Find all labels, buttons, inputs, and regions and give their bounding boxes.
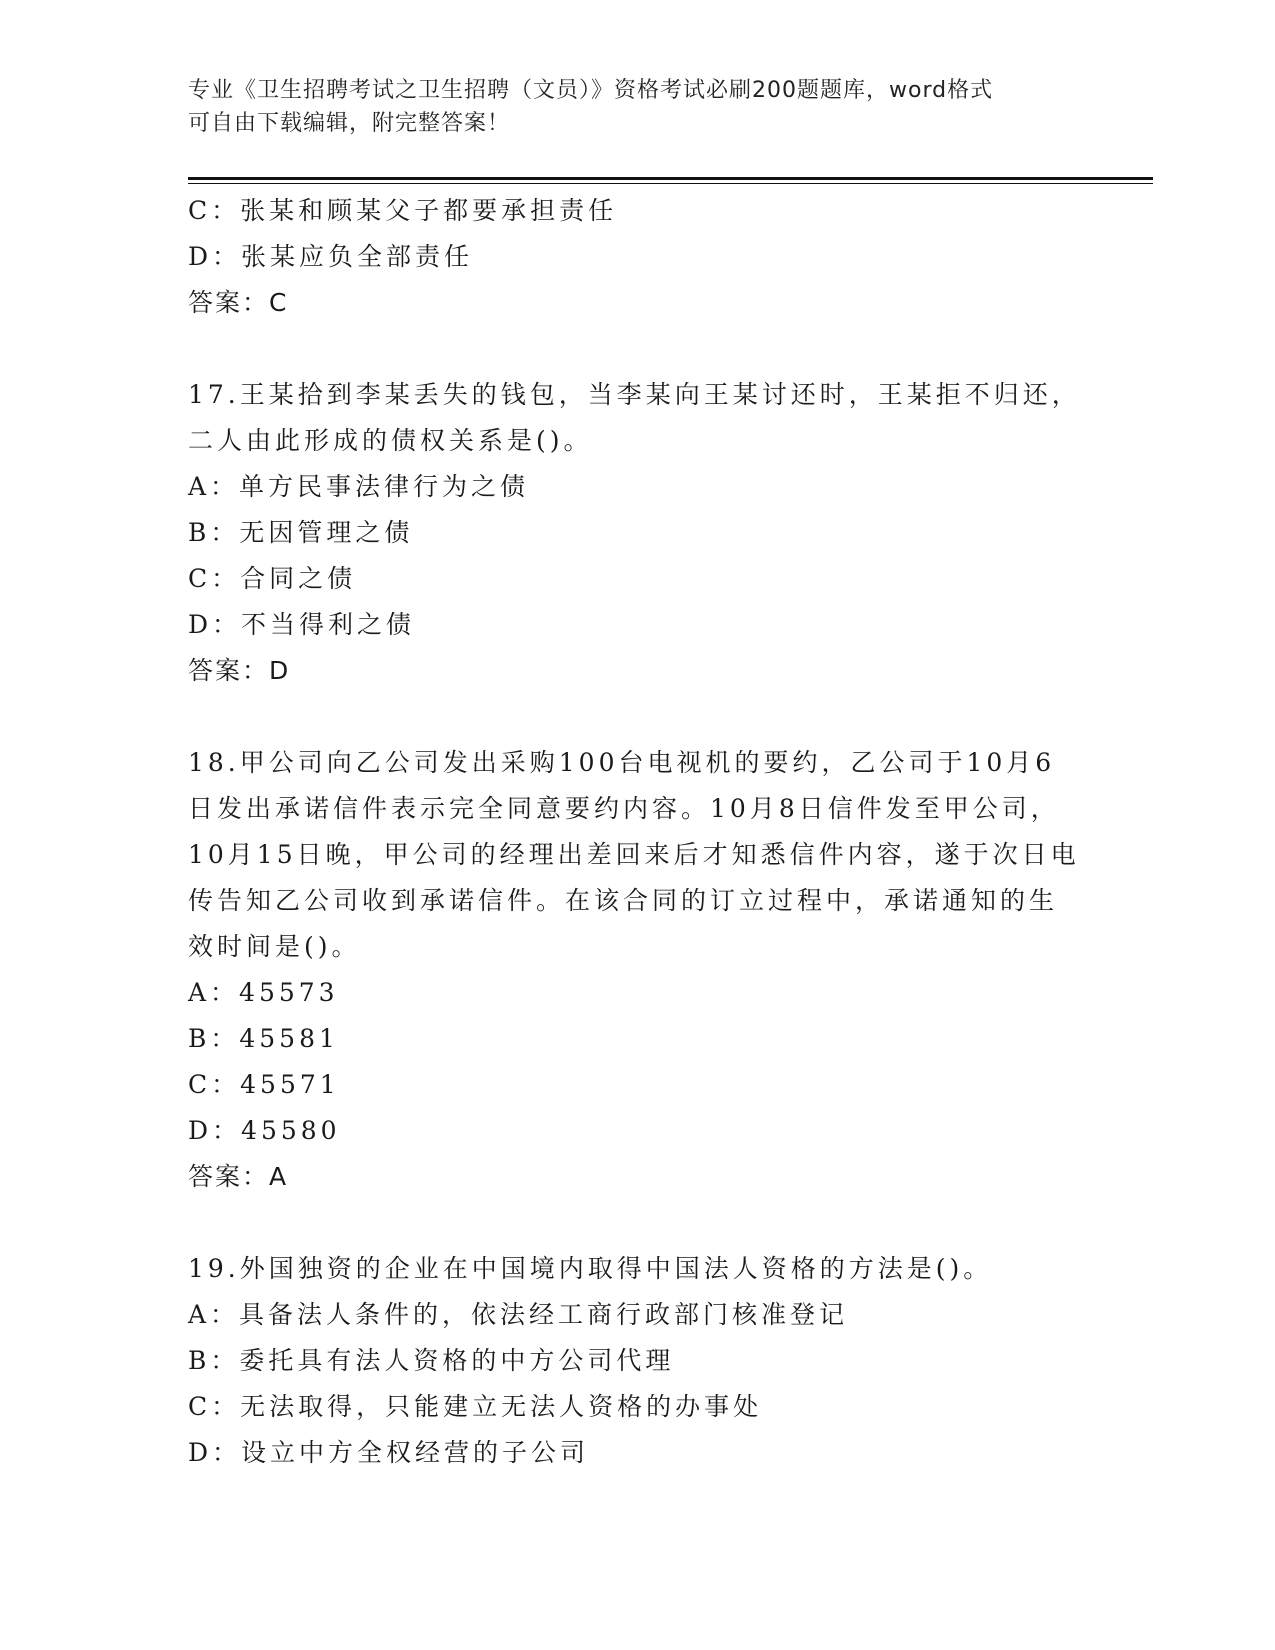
question-stem: 日发出承诺信件表示完全同意要约内容。10月8日信件发至甲公司， — [188, 794, 1060, 823]
question-stem: 传告知乙公司收到承诺信件。在该合同的订立过程中，承诺通知的生 — [188, 886, 1059, 915]
question-stem: 19.外国独资的企业在中国境内取得中国法人资格的方法是()。 — [188, 1254, 993, 1283]
question-19 — [188, 1246, 1088, 1476]
spacer — [188, 326, 1088, 372]
question-18 — [188, 740, 1088, 1200]
spacer — [188, 1200, 1088, 1246]
header-divider-thin — [188, 183, 1153, 184]
option-d: D：张某应负全部责任 — [188, 242, 474, 271]
option-b: B：无因管理之债 — [188, 518, 414, 547]
option-a: A：具备法人条件的，依法经工商行政部门核准登记 — [188, 1300, 849, 1329]
question-16-tail — [188, 188, 1088, 326]
question-list — [188, 188, 1088, 1476]
answer-line: 答案：D — [188, 656, 291, 685]
option-c: C：45571 — [188, 1070, 340, 1099]
option-b: B：45581 — [188, 1024, 339, 1053]
option-c: C：张某和顾某父子都要承担责任 — [188, 196, 618, 225]
option-a: A：单方民事法律行为之债 — [188, 472, 530, 501]
header-line-2: 可自由下载编辑，附完整答案！ — [188, 111, 511, 136]
question-stem: 18.甲公司向乙公司发出采购100台电视机的要约，乙公司于10月6 — [188, 748, 1056, 777]
option-d: D：45580 — [188, 1116, 341, 1145]
option-b: B：委托具有法人资格的中方公司代理 — [188, 1346, 675, 1375]
answer-line: 答案：C — [188, 288, 289, 317]
question-stem: 10月15日晚，甲公司的经理出差回来后才知悉信件内容，遂于次日电 — [188, 840, 1080, 869]
spacer — [188, 694, 1088, 740]
option-c: C：合同之债 — [188, 564, 357, 593]
question-stem: 效时间是()。 — [188, 932, 361, 961]
header-line-1: 专业《卫生招聘考试之卫生招聘（文员）》资格考试必刷200题题库，word格式 — [188, 78, 994, 103]
option-c: C：无法取得，只能建立无法人资格的办事处 — [188, 1392, 763, 1421]
option-d: D：不当得利之债 — [188, 610, 416, 639]
question-stem: 二人由此形成的债权关系是()。 — [188, 426, 593, 455]
answer-line: 答案：A — [188, 1162, 289, 1191]
option-d: D：设立中方全权经营的子公司 — [188, 1438, 590, 1467]
question-17 — [188, 372, 1088, 694]
document-header — [188, 74, 1068, 140]
question-stem: 17.王某拾到李某丢失的钱包，当李某向王某讨还时，王某拒不归还， — [188, 380, 1081, 409]
option-a: A：45573 — [188, 978, 339, 1007]
header-divider-thick — [188, 177, 1153, 180]
